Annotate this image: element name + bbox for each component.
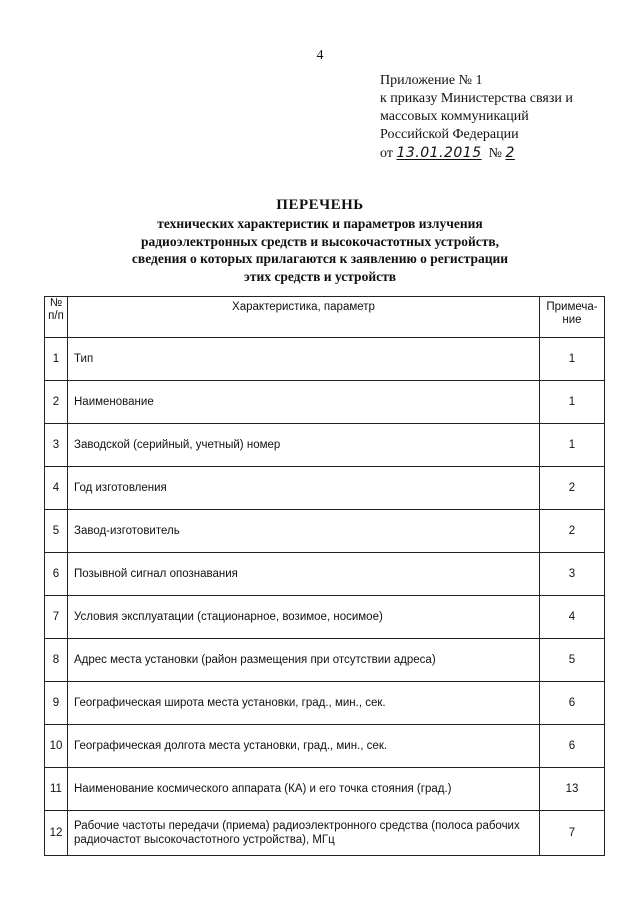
row-number: 9 [45,682,68,725]
row-number: 11 [45,768,68,811]
row-characteristic: Адрес места установки (район размещения при отсутствии адреса) [68,639,540,682]
row-characteristic: Рабочие частоты передачи (приема) радиоэлектронного средства (полоса рабочих радиочастот высокочастотного устройства), МГц [68,811,540,856]
row-note: 7 [540,811,605,856]
appendix-title: Приложение № 1 [380,73,483,88]
row-number: 3 [45,424,68,467]
row-note: 1 [540,381,605,424]
row-characteristic: Тип [68,338,540,381]
row-note: 3 [540,553,605,596]
row-characteristic: Географическая широта места установки, град., мин., сек. [68,682,540,725]
row-note: 13 [540,768,605,811]
table-row [45,682,605,725]
handwritten-number: 2 [505,145,515,161]
row-number: 4 [45,467,68,510]
table-row [45,553,605,596]
table-row [45,639,605,682]
handwritten-date: 13.01.2015 [396,145,482,161]
table-row [45,510,605,553]
row-note: 1 [540,424,605,467]
title-line-4: этих средств и устройств [243,268,397,284]
row-number: 5 [45,510,68,553]
characteristics-table [44,296,605,856]
row-number: 10 [45,725,68,768]
row-number: 1 [45,338,68,381]
title-main: ПЕРЕЧЕНЬ [276,197,364,213]
row-note: 5 [540,639,605,682]
table-row [45,768,605,811]
row-number: 8 [45,639,68,682]
page-number: 4 [316,48,324,63]
row-note: 6 [540,725,605,768]
row-number: 2 [45,381,68,424]
title-line-2: радиоэлектронных средств и высокочастотных устройств, [140,233,500,249]
row-characteristic: Позывной сигнал опознавания [68,553,540,596]
row-characteristic: Год изготовления [68,467,540,510]
header-note: Примеча- ние [540,297,605,338]
appendix-block [380,72,630,163]
row-note: 1 [540,338,605,381]
appendix-date-line [380,144,630,163]
row-characteristic: Заводской (серийный, учетный) номер [68,424,540,467]
table-row [45,381,605,424]
row-characteristic: Наименование космического аппарата (КА) и его точка стояния (град.) [68,768,540,811]
appendix-country-line: Российской Федерации [380,127,519,142]
table-row [45,811,605,856]
row-characteristic: Условия эксплуатации (стационарное, возимое, носимое) [68,596,540,639]
title-line-3: сведения о которых прилагаются к заявлению о регистрации [131,251,509,266]
row-note: 2 [540,510,605,553]
row-number: 7 [45,596,68,639]
appendix-order-line: к приказу Министерства связи и [380,91,573,106]
row-characteristic: Наименование [68,381,540,424]
number-prefix: № [488,146,502,161]
appendix-ministry-line: массовых коммуникаций [380,109,529,124]
row-number: 12 [45,811,68,856]
table-header-row [45,297,605,338]
table-row [45,596,605,639]
row-characteristic: Географическая долгота места установки, град., мин., сек. [68,725,540,768]
row-note: 4 [540,596,605,639]
table-row [45,725,605,768]
header-characteristic: Характеристика, параметр [68,297,540,338]
row-characteristic: Завод-изготовитель [68,510,540,553]
title-line-1: технических характеристик и параметров излучения [157,216,483,231]
header-number: № п/п [45,297,68,338]
table-row [45,338,605,381]
date-prefix: от [380,146,393,161]
table-row [45,424,605,467]
document-title [0,196,640,285]
row-note: 6 [540,682,605,725]
row-number: 6 [45,553,68,596]
table-row [45,467,605,510]
row-note: 2 [540,467,605,510]
